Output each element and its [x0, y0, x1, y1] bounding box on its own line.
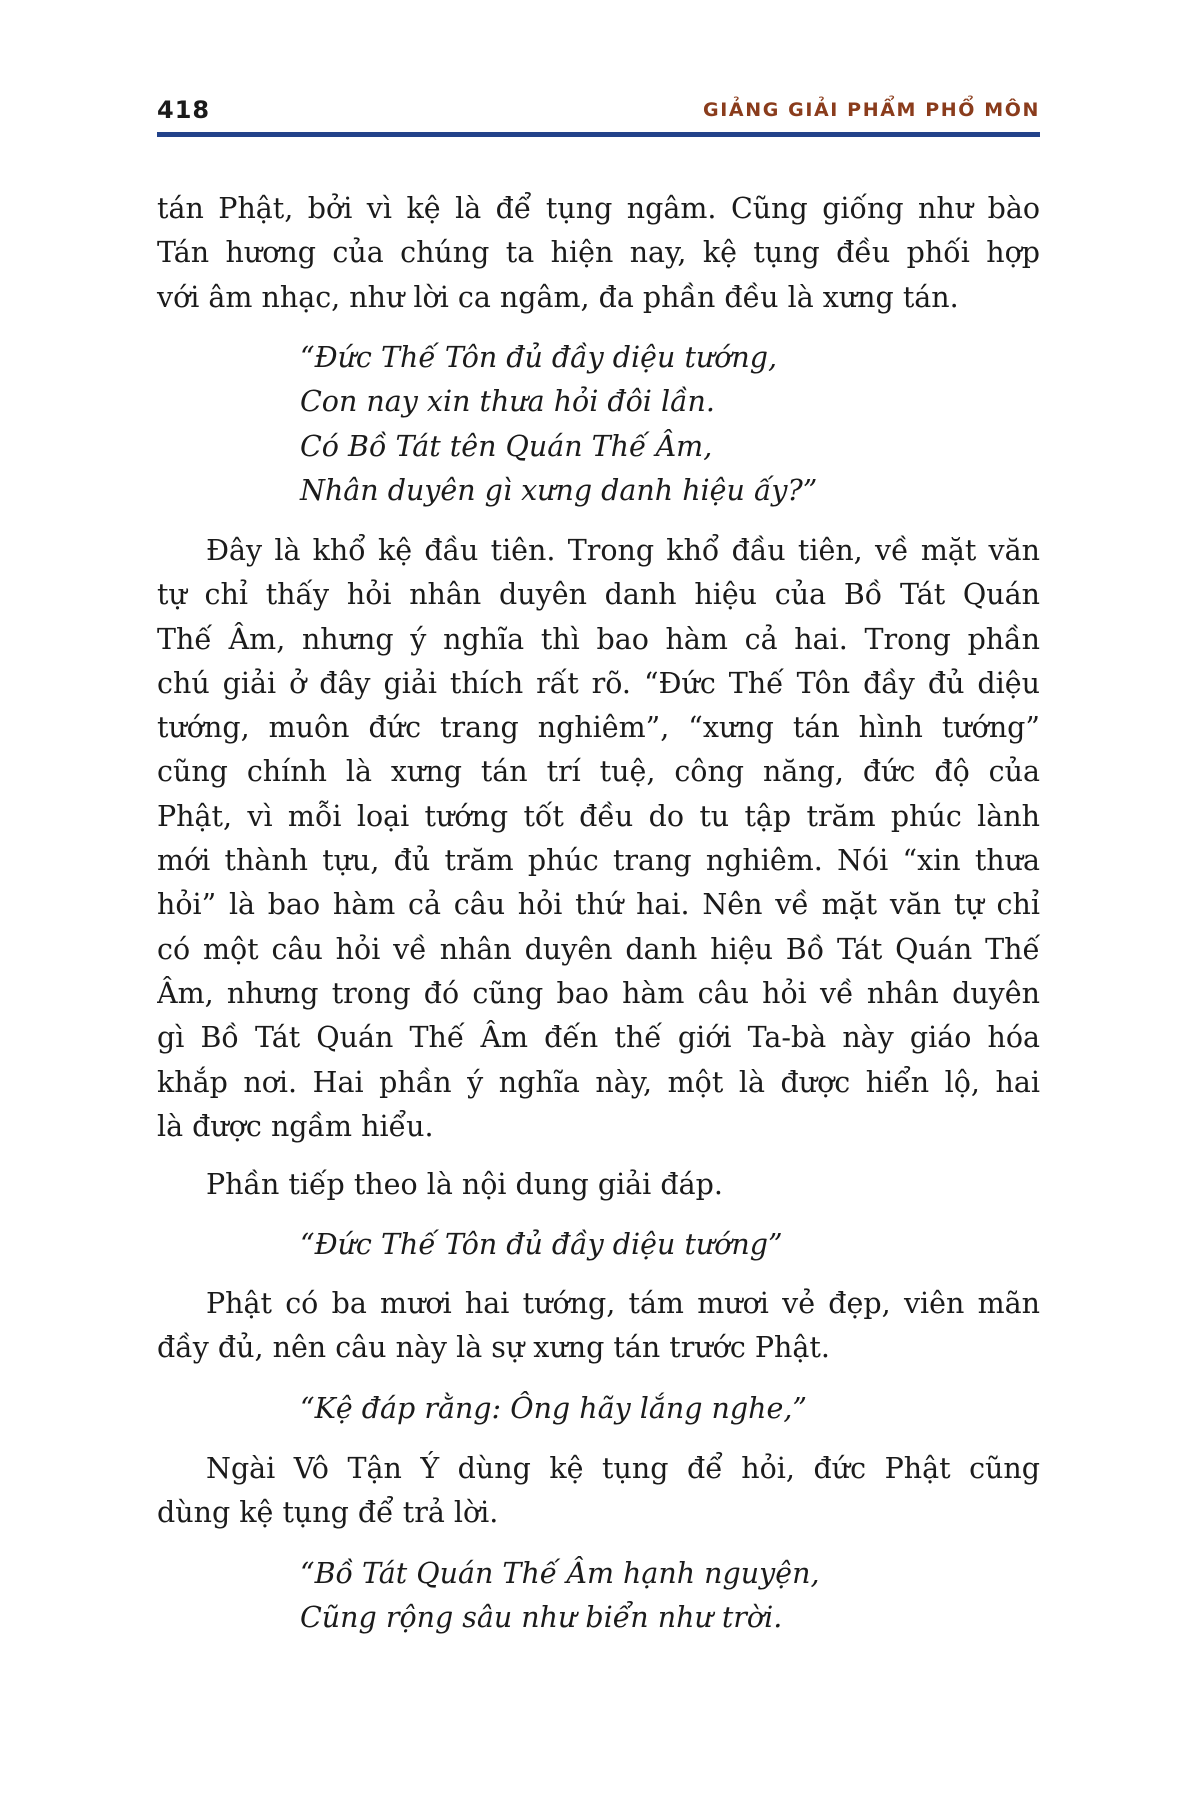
text-line: đầy đủ, nên câu này là sự xưng tán trước Phật.	[157, 1331, 830, 1365]
text-line: chú giải ở đây giải thích rất rõ. “Đức Thế Tôn đầy đủ diệu	[157, 666, 1040, 700]
verse-line: “Đức Thế Tôn đủ đầy diệu tướng”	[300, 1228, 783, 1261]
verse-3	[300, 1387, 807, 1431]
verse-line: “Bồ Tát Quán Thế Âm hạnh nguyện,	[300, 1557, 820, 1590]
paragraph-4	[157, 1282, 1040, 1371]
text-line: có một câu hỏi về nhân duyên danh hiệu Bồ Tát Quán Thế	[157, 932, 1040, 966]
text-line: dùng kệ tụng để trả lời.	[157, 1496, 499, 1530]
text-line: tán Phật, bởi vì kệ là để tụng ngâm. Cũng giống như bào	[157, 192, 1040, 225]
verse-1	[300, 336, 817, 513]
text-line: hỏi” là bao hàm cả câu hỏi thứ hai. Nên về mặt văn tự chỉ	[157, 888, 1040, 922]
paragraph-1	[157, 187, 1040, 320]
text-line: Âm, nhưng trong đó cũng bao hàm câu hỏi về nhân duyên	[157, 976, 1040, 1010]
text-line: Đây là khổ kệ đầu tiên. Trong khổ đầu tiên, về mặt văn	[206, 534, 1040, 567]
verse-line: Nhân duyên gì xưng danh hiệu ấy?”	[300, 473, 818, 507]
verse-line: “Đức Thế Tôn đủ đầy diệu tướng,	[300, 341, 778, 374]
text-line: là được ngầm hiểu.	[157, 1109, 434, 1143]
text-line: cũng chính là xưng tán trí tuệ, công năng, đức độ của	[157, 755, 1040, 789]
text-line: khắp nơi. Hai phần ý nghĩa này, một là được hiển lộ, hai	[157, 1065, 1040, 1099]
text-line: mới thành tựu, đủ trăm phúc trang nghiêm. Nói “xin thưa	[157, 844, 1040, 878]
verse-line: Có Bồ Tát tên Quán Thế Âm,	[300, 429, 713, 463]
text-line: tướng, muôn đức trang nghiêm”, “xưng tán hình tướng”	[157, 711, 1040, 745]
header-rule	[157, 132, 1040, 137]
verse-line: Con nay xin thưa hỏi đôi lần.	[300, 385, 715, 419]
text-line: tự chỉ thấy hỏi nhân duyên danh hiệu của Bồ Tát Quán	[157, 578, 1040, 612]
text-line: Phần tiếp theo là nội dung giải đáp.	[206, 1168, 723, 1201]
text-line: Phật có ba mươi hai tướng, tám mươi vẻ đẹp, viên mãn	[206, 1287, 1040, 1320]
text-line: Tán hương của chúng ta hiện nay, kệ tụng đều phối hợp	[157, 236, 1040, 270]
paragraph-2	[157, 529, 1040, 1149]
verse-2	[300, 1223, 783, 1267]
text-line: Phật, vì mỗi loại tướng tốt đều do tu tập trăm phúc lành	[157, 799, 1040, 833]
paragraph-3	[157, 1163, 1040, 1207]
text-line: với âm nhạc, như lời ca ngâm, đa phần đều là xưng tán.	[157, 280, 959, 314]
verse-4	[300, 1552, 820, 1641]
verse-line: Cũng rộng sâu như biển như trời.	[300, 1601, 783, 1635]
text-line: gì Bồ Tát Quán Thế Âm đến thế giới Ta-bà này giáo hóa	[157, 1021, 1040, 1055]
text-line: Ngài Vô Tận Ý dùng kệ tụng để hỏi, đức Phật cũng	[206, 1452, 1040, 1485]
running-title: GIẢNG GIẢI PHẨM PHỔ MÔN	[703, 99, 1040, 121]
page-number: 418	[157, 96, 211, 124]
text-line: Thế Âm, nhưng ý nghĩa thì bao hàm cả hai. Trong phần	[157, 622, 1040, 656]
paragraph-5	[157, 1447, 1040, 1536]
verse-line: “Kệ đáp rằng: Ông hãy lắng nghe,”	[300, 1392, 807, 1425]
